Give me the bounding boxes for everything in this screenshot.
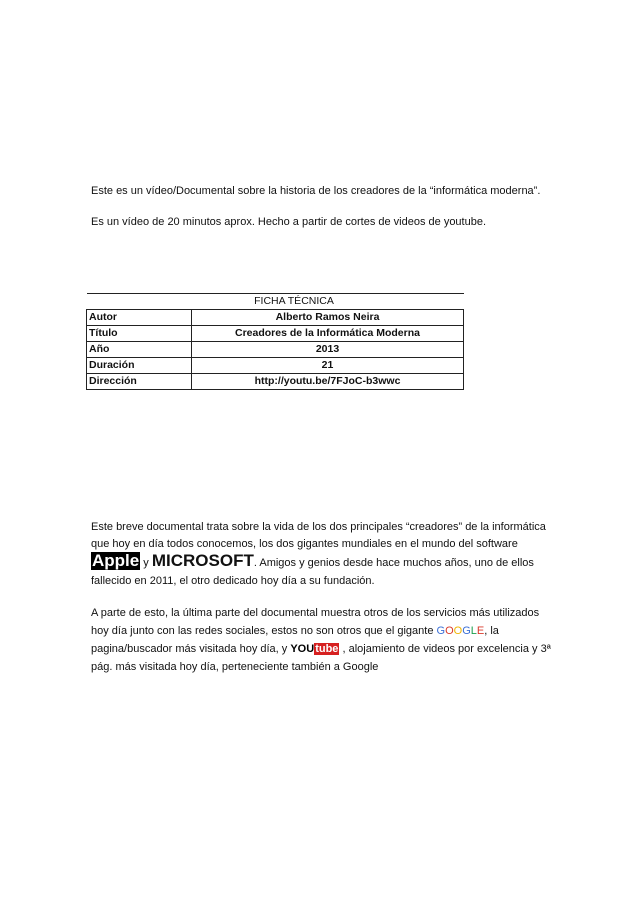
google-letter-4: G: [462, 625, 471, 637]
body-paragraph-1: Este breve documental trata sobre la vida de los dos principales “creadores” de la informática que hoy en día todos conocemos, los dos gigantes mundiales en el mundo del software: [91, 521, 546, 550]
youtube-tube-text: tube: [315, 643, 339, 655]
ficha-value-duracion: 21: [192, 358, 464, 374]
ficha-row-anio: [87, 342, 464, 358]
intro-paragraph-1: Este es un vídeo/Documental sobre la historia de los creadores de la “informática moderna”.: [91, 185, 541, 197]
google-letter-3: O: [453, 625, 463, 637]
ficha-row-autor: [87, 310, 464, 326]
apple-brand-text: Apple: [92, 551, 140, 570]
ficha-label-titulo: Título: [87, 326, 192, 342]
intro-paragraph-2: Es un vídeo de 20 minutos aprox. Hecho a partir de cortes de videos de youtube.: [91, 216, 487, 228]
body-paragraph-3-part-b: , la pagina/buscador más visitada hoy día, y: [91, 625, 499, 655]
microsoft-brand-text: MICROSOFT: [151, 551, 254, 570]
ficha-title: FICHA TÉCNICA: [87, 294, 464, 310]
google-letter-2: O: [445, 625, 454, 637]
ficha-header-row: [87, 294, 464, 310]
google-letter-6: E: [476, 625, 485, 637]
ficha-value-direccion: http://youtu.be/7FJoC-b3wwc: [192, 374, 464, 390]
google-letter-5: L: [470, 625, 477, 637]
google-letter-1: G: [436, 625, 446, 637]
ficha-tecnica-table: [86, 293, 464, 390]
ficha-label-autor: Autor: [87, 310, 192, 326]
ficha-value-autor: Alberto Ramos Neira: [192, 310, 464, 326]
conjunction-text: y: [140, 557, 152, 569]
body-paragraph-2-rest: . Amigos y genios desde hace muchos años, uno de ellos fallecido en 2011, el otro dedicado hoy día a su fundación.: [91, 557, 534, 587]
ficha-label-duracion: Duración: [87, 358, 192, 374]
ficha-label-direccion: Dirección: [87, 374, 192, 390]
youtube-you-text: YOU: [290, 643, 315, 655]
body-paragraph-3-part-c: , alojamiento de videos por excelencia y 3ª pág. más visitada hoy día, perteneciente también a Google: [91, 643, 551, 673]
ficha-value-anio: 2013: [192, 342, 464, 358]
body-paragraph-2: [91, 552, 551, 590]
ficha-label-anio: Año: [87, 342, 192, 358]
ficha-row-titulo: [87, 326, 464, 342]
ficha-row-duracion: [87, 358, 464, 374]
body-paragraph-3-part-a: A parte de esto, la última parte del documental muestra otros de los servicios más utilizados hoy día junto con las redes sociales, estos no son otros que el gigante: [91, 607, 540, 637]
ficha-value-titulo: Creadores de la Informática Moderna: [192, 326, 464, 342]
body-paragraph-3: [91, 604, 551, 676]
ficha-row-direccion: [87, 374, 464, 390]
